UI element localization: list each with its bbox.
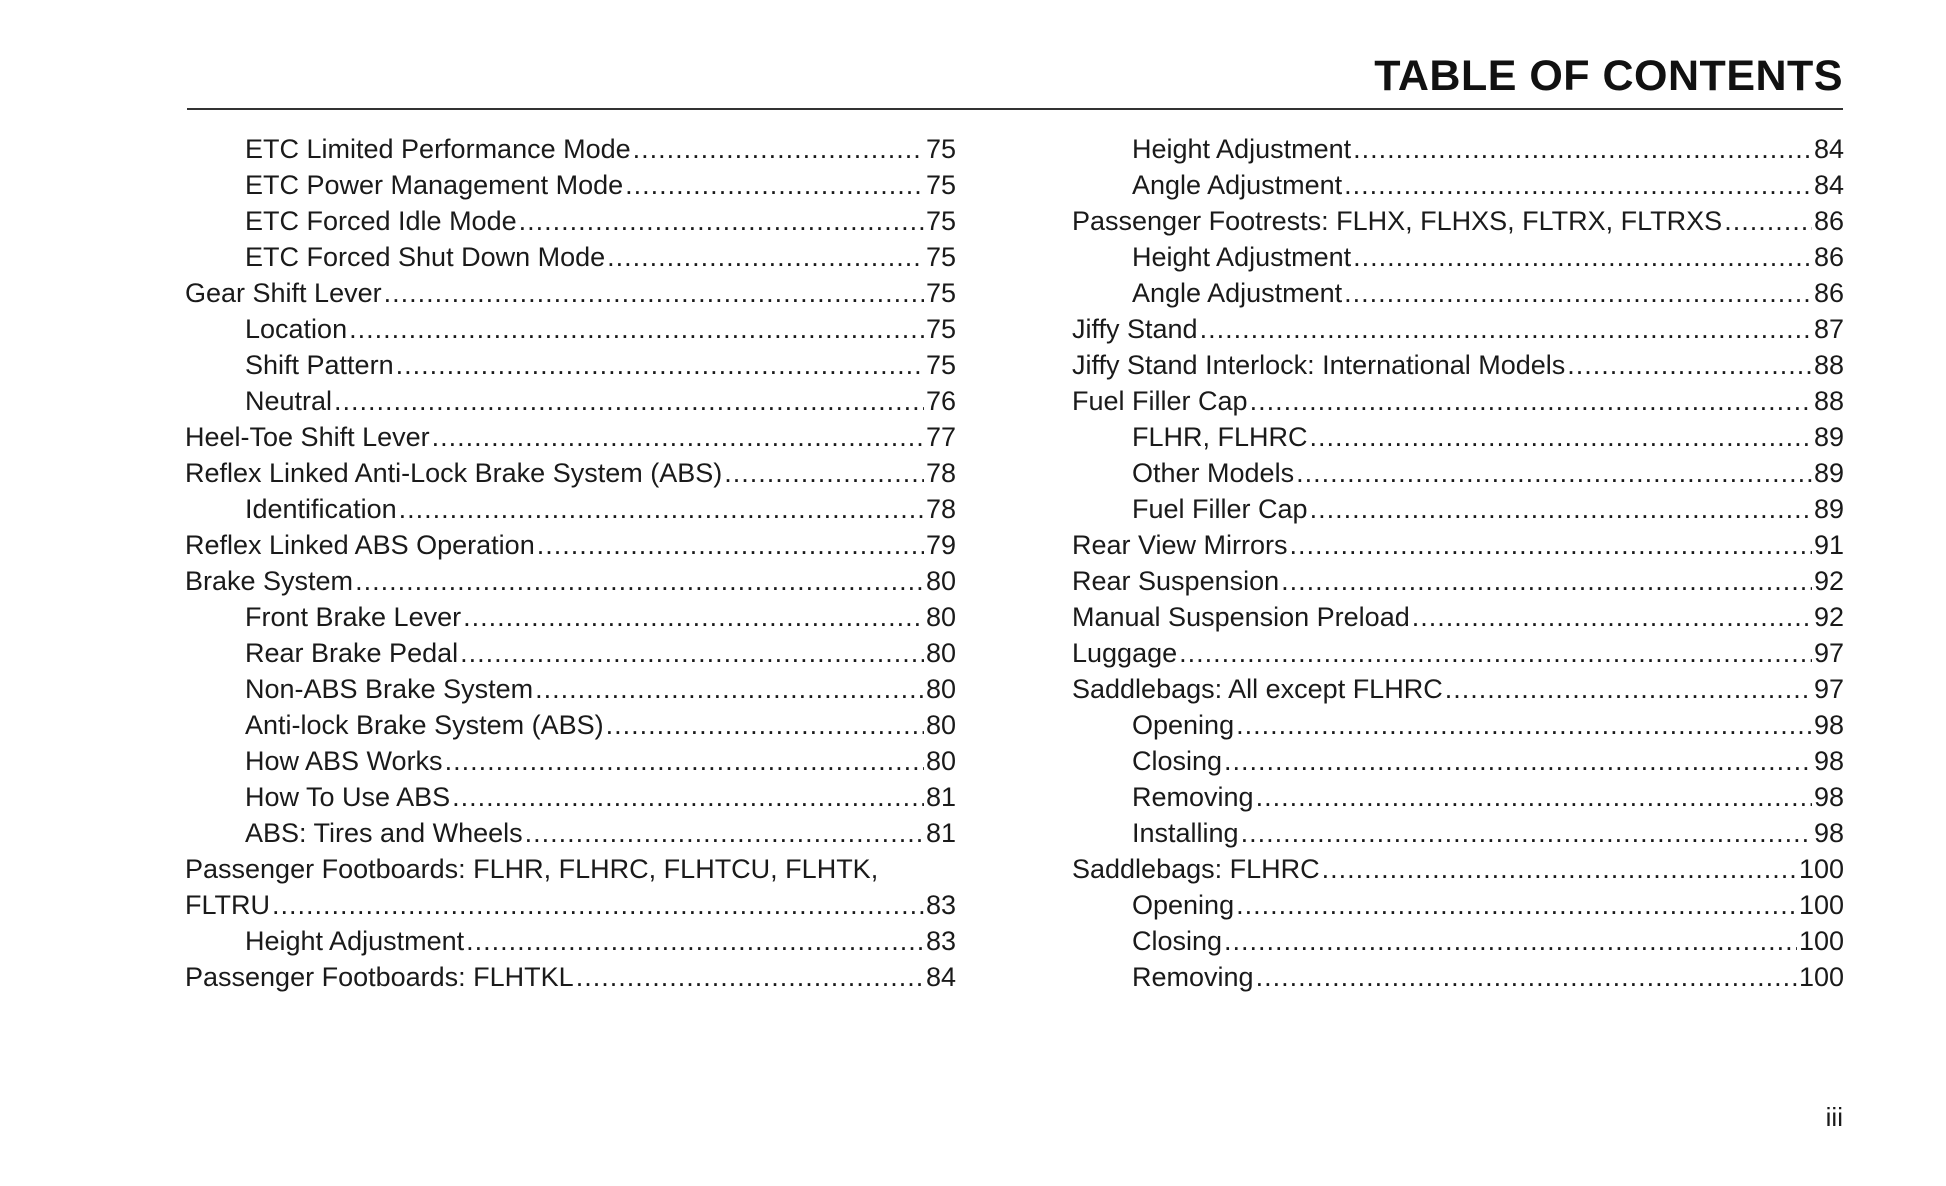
- toc-entry-page: 78: [925, 458, 956, 488]
- toc-dot-leader: [1445, 671, 1812, 707]
- toc-entry-page: 78: [925, 494, 956, 524]
- toc-entry[interactable]: [1072, 239, 1844, 275]
- toc-entry-page: 98: [1813, 818, 1844, 848]
- toc-dot-leader: [1344, 167, 1812, 203]
- toc-entry[interactable]: [185, 239, 956, 275]
- toc-entry-title: ETC Power Management Mode: [245, 170, 624, 200]
- toc-entry-page: 92: [1813, 602, 1844, 632]
- toc-entry-page: 97: [1813, 638, 1844, 668]
- toc-dot-leader: [1322, 851, 1797, 887]
- toc-dot-leader: [1344, 275, 1812, 311]
- toc-entry-title: Rear Suspension: [1072, 566, 1280, 596]
- toc-entry[interactable]: [185, 707, 956, 743]
- toc-dot-leader: [1281, 563, 1812, 599]
- toc-entry[interactable]: [185, 923, 956, 959]
- toc-entry-title: Location: [245, 314, 348, 344]
- toc-entry-title: Non-ABS Brake System: [245, 674, 534, 704]
- toc-dot-leader: [1256, 779, 1812, 815]
- toc-entry-title: Shift Pattern: [245, 350, 394, 380]
- toc-entry-title: ETC Limited Performance Mode: [245, 134, 631, 164]
- toc-entry[interactable]: [185, 815, 956, 851]
- toc-entry-title: ETC Forced Idle Mode: [245, 206, 517, 236]
- toc-entry-page: 98: [1813, 710, 1844, 740]
- toc-dot-leader: [1241, 815, 1812, 851]
- toc-entry[interactable]: [185, 851, 956, 887]
- toc-dot-leader: [396, 347, 924, 383]
- toc-entry-title: Luggage: [1072, 638, 1178, 668]
- toc-entry-page: 81: [925, 782, 956, 812]
- toc-entry-title: Passenger Footboards: FLHR, FLHRC, FLHTCU, FLHTK,: [185, 854, 879, 884]
- toc-entry-page: 89: [1813, 494, 1844, 524]
- page-title: TABLE OF CONTENTS: [1374, 52, 1843, 100]
- toc-entry-title: Saddlebags: FLHRC: [1072, 854, 1320, 884]
- toc-dot-leader: [625, 167, 924, 203]
- toc-entry-title: Heel-Toe Shift Lever: [185, 422, 430, 452]
- toc-entry-title: Gear Shift Lever: [185, 278, 382, 308]
- toc-entry-title: FLTRU: [185, 890, 270, 920]
- toc-entry-title: Opening: [1132, 890, 1235, 920]
- toc-entry-title: Reflex Linked Anti-Lock Brake System (ABS): [185, 458, 723, 488]
- toc-entry-page: 75: [925, 314, 956, 344]
- toc-entry-page: 83: [925, 890, 956, 920]
- toc-dot-leader: [1567, 347, 1812, 383]
- toc-entry[interactable]: [1072, 563, 1844, 599]
- toc-entry-page: 83: [925, 926, 956, 956]
- toc-entry-page: 84: [925, 962, 956, 992]
- toc-dot-leader: [525, 815, 924, 851]
- toc-entry[interactable]: [1072, 959, 1844, 995]
- toc-entry-title: Other Models: [1132, 458, 1295, 488]
- toc-dot-leader: [452, 779, 924, 815]
- toc-entry-page: 75: [925, 134, 956, 164]
- toc-entry-page: 76: [925, 386, 956, 416]
- toc-entry-page: 75: [925, 206, 956, 236]
- toc-dot-leader: [1290, 527, 1812, 563]
- header-rule: [187, 108, 1843, 110]
- toc-dot-leader: [633, 131, 924, 167]
- toc-entry[interactable]: [1072, 887, 1844, 923]
- toc-dot-leader: [1310, 419, 1812, 455]
- toc-entry-title: FLHR, FLHRC: [1132, 422, 1308, 452]
- toc-entry-page: 100: [1798, 926, 1844, 956]
- toc-entry[interactable]: [185, 959, 956, 995]
- toc-entry-page: 80: [925, 566, 956, 596]
- toc-dot-leader: [607, 239, 924, 275]
- toc-dot-leader: [537, 527, 924, 563]
- toc-entry[interactable]: [1072, 599, 1844, 635]
- toc-entry[interactable]: [185, 275, 956, 311]
- toc-entry[interactable]: [185, 563, 956, 599]
- toc-entry-title: Jiffy Stand Interlock: International Models: [1072, 350, 1566, 380]
- toc-entry[interactable]: [185, 131, 956, 167]
- toc-entry-title: Neutral: [245, 386, 333, 416]
- toc-entry-page: 97: [1813, 674, 1844, 704]
- toc-entry[interactable]: [1072, 527, 1844, 563]
- toc-entry[interactable]: [185, 203, 956, 239]
- toc-entry-title: Angle Adjustment: [1132, 170, 1343, 200]
- toc-entry[interactable]: [185, 383, 956, 419]
- toc-entry-page: 86: [1813, 242, 1844, 272]
- toc-entry[interactable]: [1072, 203, 1844, 239]
- toc-entry-page: 100: [1798, 962, 1844, 992]
- toc-dot-leader: [1310, 491, 1812, 527]
- toc-entry-page: 98: [1813, 746, 1844, 776]
- toc-entry-title: Closing: [1132, 926, 1223, 956]
- toc-entry-title: Identification: [245, 494, 397, 524]
- toc-entry-title: Jiffy Stand: [1072, 314, 1198, 344]
- toc-dot-leader: [1236, 707, 1812, 743]
- toc-entry-page: 88: [1813, 386, 1844, 416]
- toc-entry-page: 91: [1813, 530, 1844, 560]
- toc-entry-page: 86: [1813, 206, 1844, 236]
- toc-dot-leader: [399, 491, 924, 527]
- toc-entry[interactable]: [185, 779, 956, 815]
- toc-entry-title: Removing: [1132, 962, 1254, 992]
- toc-entry-title: Height Adjustment: [245, 926, 465, 956]
- toc-dot-leader: [535, 671, 924, 707]
- toc-entry-page: 89: [1813, 458, 1844, 488]
- toc-entry-title: Manual Suspension Preload: [1072, 602, 1410, 632]
- toc-entry-page: 81: [925, 818, 956, 848]
- toc-dot-leader: [463, 599, 924, 635]
- toc-entry[interactable]: [185, 743, 956, 779]
- toc-entry-page: 75: [925, 350, 956, 380]
- toc-entry[interactable]: [1072, 383, 1844, 419]
- toc-entry[interactable]: [1072, 419, 1844, 455]
- toc-entry-title: Front Brake Lever: [245, 602, 462, 632]
- toc-dot-leader: [519, 203, 924, 239]
- toc-dot-leader: [1224, 923, 1797, 959]
- toc-dot-leader: [460, 635, 924, 671]
- toc-entry[interactable]: [185, 491, 956, 527]
- toc-entry-title: How ABS Works: [245, 746, 443, 776]
- toc-entry-title: Saddlebags: All except FLHRC: [1072, 674, 1443, 704]
- toc-entry[interactable]: [185, 167, 956, 203]
- toc-entry[interactable]: [185, 599, 956, 635]
- toc-entry-title: Fuel Filler Cap: [1072, 386, 1248, 416]
- toc-dot-leader: [349, 311, 924, 347]
- toc-dot-leader: [724, 455, 924, 491]
- toc-entry-title: ABS: Tires and Wheels: [245, 818, 523, 848]
- toc-entry-title: Anti-lock Brake System (ABS): [245, 710, 604, 740]
- toc-entry-title: Closing: [1132, 746, 1223, 776]
- toc-entry[interactable]: [1072, 167, 1844, 203]
- toc-entry-title: Passenger Footboards: FLHTKL: [185, 962, 574, 992]
- toc-entry[interactable]: [185, 887, 956, 923]
- toc-entry[interactable]: [1072, 131, 1844, 167]
- toc-dot-leader: [1353, 131, 1812, 167]
- toc-entry-page: 100: [1798, 890, 1844, 920]
- toc-dot-leader: [1353, 239, 1812, 275]
- toc-entry[interactable]: [1072, 923, 1844, 959]
- toc-entry[interactable]: [1072, 635, 1844, 671]
- toc-dot-leader: [1179, 635, 1812, 671]
- toc-entry-page: 98: [1813, 782, 1844, 812]
- toc-dot-leader: [1724, 203, 1812, 239]
- toc-entry-page: 80: [925, 674, 956, 704]
- toc-dot-leader: [1250, 383, 1812, 419]
- toc-dot-leader: [445, 743, 924, 779]
- toc-dot-leader: [334, 383, 924, 419]
- toc-entry-title: Installing: [1132, 818, 1239, 848]
- toc-entry[interactable]: [1072, 851, 1844, 887]
- toc-entry-title: Opening: [1132, 710, 1235, 740]
- toc-entry-page: 100: [1798, 854, 1844, 884]
- toc-entry-page: 80: [925, 602, 956, 632]
- toc-entry-title: Rear View Mirrors: [1072, 530, 1288, 560]
- toc-dot-leader: [1412, 599, 1812, 635]
- toc-left-column: [185, 131, 956, 995]
- toc-entry-title: Angle Adjustment: [1132, 278, 1343, 308]
- toc-entry[interactable]: [1072, 347, 1844, 383]
- toc-entry-title: Brake System: [185, 566, 354, 596]
- toc-entry-page: 75: [925, 242, 956, 272]
- toc-entry-page: 92: [1813, 566, 1844, 596]
- toc-entry-title: Height Adjustment: [1132, 134, 1352, 164]
- toc-entry-page: 80: [925, 710, 956, 740]
- toc-dot-leader: [1224, 743, 1812, 779]
- toc-entry[interactable]: [185, 419, 956, 455]
- toc-entry-page: 79: [925, 530, 956, 560]
- toc-entry[interactable]: [1072, 671, 1844, 707]
- toc-entry-title: ETC Forced Shut Down Mode: [245, 242, 606, 272]
- toc-dot-leader: [384, 275, 924, 311]
- toc-entry-title: Fuel Filler Cap: [1132, 494, 1308, 524]
- toc-dot-leader: [606, 707, 924, 743]
- toc-entry-page: 84: [1813, 170, 1844, 200]
- toc-dot-leader: [576, 959, 924, 995]
- toc-entry[interactable]: [185, 455, 956, 491]
- toc-entry[interactable]: [1072, 707, 1844, 743]
- toc-entry-page: 77: [925, 422, 956, 452]
- toc-entry-page: 89: [1813, 422, 1844, 452]
- page-number: iii: [1825, 1102, 1843, 1132]
- toc-dot-leader: [272, 887, 924, 923]
- toc-entry-page: 87: [1813, 314, 1844, 344]
- toc-dot-leader: [1236, 887, 1797, 923]
- toc-entry-page: 88: [1813, 350, 1844, 380]
- toc-right-column: [1072, 131, 1844, 995]
- toc-dot-leader: [432, 419, 924, 455]
- toc-dot-leader: [466, 923, 924, 959]
- toc-entry-page: 75: [925, 170, 956, 200]
- toc-dot-leader: [1200, 311, 1812, 347]
- toc-entry-title: Reflex Linked ABS Operation: [185, 530, 535, 560]
- toc-entry[interactable]: [185, 311, 956, 347]
- toc-entry[interactable]: [1072, 491, 1844, 527]
- toc-entry[interactable]: [185, 347, 956, 383]
- toc-entry-title: How To Use ABS: [245, 782, 451, 812]
- toc-entry[interactable]: [185, 527, 956, 563]
- toc-entry-page: 80: [925, 638, 956, 668]
- toc-entry[interactable]: [1072, 311, 1844, 347]
- toc-dot-leader: [1296, 455, 1812, 491]
- toc-entry[interactable]: [1072, 815, 1844, 851]
- toc-dot-leader: [355, 563, 924, 599]
- toc-entry-title: Rear Brake Pedal: [245, 638, 459, 668]
- toc-entry-page: 86: [1813, 278, 1844, 308]
- toc-entry-title: Height Adjustment: [1132, 242, 1352, 272]
- toc-entry-title: Passenger Footrests: FLHX, FLHXS, FLTRX, FLTRXS: [1072, 206, 1723, 236]
- toc-entry-title: Removing: [1132, 782, 1254, 812]
- toc-entry[interactable]: [185, 671, 956, 707]
- toc-entry[interactable]: [1072, 743, 1844, 779]
- toc-entry[interactable]: [1072, 275, 1844, 311]
- toc-dot-leader: [1256, 959, 1797, 995]
- toc-entry-page: 84: [1813, 134, 1844, 164]
- toc-entry[interactable]: [185, 635, 956, 671]
- toc-entry[interactable]: [1072, 779, 1844, 815]
- toc-entry[interactable]: [1072, 455, 1844, 491]
- toc-entry-page: 75: [925, 278, 956, 308]
- toc-entry-page: 80: [925, 746, 956, 776]
